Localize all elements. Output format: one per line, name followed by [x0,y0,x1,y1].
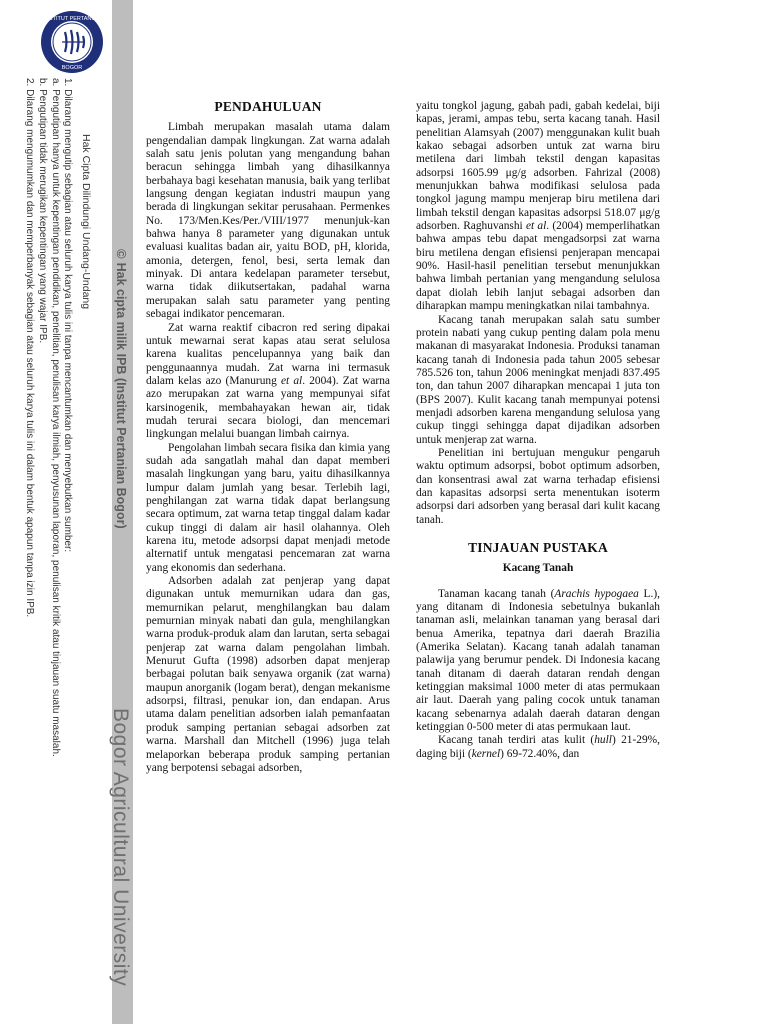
paragraph-intro-6: Penelitian ini bertujuan mengukur pengaruh waktu optimum adsorpsi, bobot optimum adsorben, dan konsentrasi awal zat warna terhadap efisiensi dan kapasitas adsorpsi serta menentukan isoterm adsorpsi dari adsorben yang berasal dari kulit kacang tanah. [416,446,660,526]
rule-1b: b. Pengutipan tidak merugikan kepentingan yang wajar IPB. [37,78,48,344]
subheading-kacang-tanah: Kacang Tanah [502,562,574,575]
paragraph-intro-5: Kacang tanah merupakan salah satu sumber protein nabati yang cukup penting dalam pola menu makanan di masyarakat Indonesia. Produksi tanaman kacang tanah di Indonesia pada tahun 2005 sebesar 785.526 ton, tahun 2006 meningkat menjadi 837.495 ton, dan tahun 2007 diharapkan mencapai 1 juta ton (BPS 2007). Kulit kacang tanah mempunyai potensi menjadi adsorben karena mengandung selulosa yang cukup tinggi sehingga dapat dijadikan adsorben untuk menjerap zat warna. [416,313,660,446]
logo-text-top: INSTITUT PERTANIAN [43,16,101,22]
rule-1: 1. Dilarang mengutip sebagian atau seluruh karya tulis ini tanpa mencantumkan dan menyebutkan sumber: [62,78,73,553]
paragraph-intro-4-cont: yaitu tongkol jagung, gabah padi, gabah kedelai, biji kapas, jerami, ampas tebu, serta kacang tanah. Hasil penelitian Alamsyah (2007) menggunakan kulit buah kakao sebagai adsorben untuk zat warna biru metilena dari limbah tekstil dengan kapasitas adsorpsi 1605.99 μg/g adsorben. Fahrizal (2008) menunjukkan bahwa modifikasi selulosa pada tongkol jagung mampu menjerap biru metilena dari limbah tekstil dengan kapasitas adsorpsi 518.07 μg/g adsorben. Raghuvanshi et al. (2004) memperlihatkan bahwa ampas tebu dapat mengadsorpsi zat warna biru metilena dengan efisiensi penjerapan mencapai 90%. Hasil-hasil penelitian tersebut menunjukkan bahwa limbah pertanian yang mengandung selulosa dapat diolah lebih lanjut sebagai adsorben dan diharapkan mampu meningkatkan nilai tambahnya. [416,100,661,313]
paragraph-intro-2: Zat warna reaktif cibacron red sering dipakai untuk mewarnai serat kapas atau serat selulosa karena kualitas pencelupannya yang baik dan penggunaannya mudah. Zat warna ini termasuk dalam kelas azo (Manurung et al. 2004). Zat warna azo merupakan zat warna yang mempunyai sifat karsinogenik, membahayakan hewan air, tidak mudah terurai secara biologi, dan mencemari lingkungan melalui buangan limbah cairnya. [146,321,390,441]
paragraph-intro-3: Pengolahan limbah secara fisika dan kimia yang sudah ada sangatlah mahal dan dapat memberi masalah lingkungan yang baru, yaitu dihasilkannya lumpur dalam jumlah yang besar. Terlebih lagi, penghilangan zat warna tidak dapat berlangsung secara optimum, zat warna tetap tinggal dalam kadar cukup tinggi di dalam air hasil olahannya. Oleh karena itu, metode adsorpsi dapat menjadi metode alternatif untuk mengatasi pencemaran zat warna yang ekonomis dan sederhana. [146,441,390,574]
logo-text-bottom: BOGOR [61,65,83,71]
paragraph-kacang-1: Tanaman kacang tanah (Arachis hypogaea L.), yang ditanam di Indonesia sebetulnya bukanlah tanaman asli, melainkan tanaman yang berasal dari benua Amerika, tepatnya dari daerah Brazilia (Amerika Selatan). Kacang tanah adalah tanaman palawija yang berumur pendek. Di Indonesia kacang tanah ditanam di daerah dataran rendah dengan ketinggian maksimal 1000 meter di atas permukaan air laut. Daerah yang paling cocok untuk tanaman kacang sebenarnya adalah daerah dataran dengan ketinggian 0-500 meter di atas permukaan laut. [416,587,660,734]
heading-tinjauan-pustaka: TINJAUAN PUSTAKA [468,540,608,555]
rule-1a: a. Pengutipan hanya untuk kepentingan pendidikan, penelitian, penulisan karya ilmiah, penyusunan laporan, penulisan kritik atau tinjauan suatu masalah. [50,78,61,757]
rule-2: 2. Dilarang mengumumkan dan memperbanyak sebagian atau seluruh karya tulis ini dalam bentuk apapun tanpa izin IPB. [24,78,35,618]
right-column [416,100,660,761]
copyright-owner [114,249,129,529]
ipb-logo-icon [40,10,104,74]
copyright-icon: © [114,249,129,259]
paragraph-kacang-2: Kacang tanah terdiri atas kulit (hull) 21-29%, daging biji (kernel) 69-72.40%, dan [416,734,660,760]
copyright-sidebar [0,0,132,1024]
law-title: Hak Cipta Dilindungi Undang-Undang [80,134,92,310]
paragraph-intro-4: Adsorben adalah zat penjerap yang dapat digunakan untuk memurnikan udara dan gas, memurnikan pelarut, menghilangkan bau dalam pemurnian minyak nabati dan gula, menghilangkan warna produk-produk alam dan larutan, serta sebagai penjerap zat warna dalam pengolahan limbah. Menurut Gufta (1998) adsorben dapat menjerap berbagai polutan baik senyawa organik (zat warna) maupun anorganik (logam berat), dengan mekanisme adsorpsi, filtrasi, penukar ion, dan endapan. Arus utama dalam penelitian adsorben ialah pemanfaatan produk samping pertanian sebagai adsorben zat warna. Marshall dan Mitchell (1996) juga telah melaporkan beberapa produk samping pertanian yang berpotensi sebagai adsorben, [146,575,390,774]
paragraph-intro-1: Limbah merupakan masalah utama dalam pengendalian dampak lingkungan. Zat warna adalah salah satu jenis polutan yang mengandung bahan beracun sehingga limbah yang dihasilkannya berbahaya bagi kesehatan manusia, baik yang terlibat langsung dengan kegiatan industri maupun yang berada di lingkungan sekitar perusahaan. Permenkes No. 173/Men.Kes/Per./VIII/1977 menunjuk-kan bahwa hanya 8 parameter yang digunakan untuk evaluasi kualitas badan air, yaitu BOD, pH, klorida, amonia, detergen, fenol, besi, serta lemak dan minyak. Di antara kedelapan parameter tersebut, warna tidak diikutsertakan, padahal warna merupakan salah satu parameter yang penting sebagai indikator pencemaran. [146,121,390,321]
copyright-owner-text: Hak cipta milik IPB (Institut Pertanian Bogor) [114,262,128,529]
left-column [146,100,390,775]
university-name: Bogor Agricultural University [109,708,132,987]
heading-pendahuluan: PENDAHULUAN [214,99,322,114]
